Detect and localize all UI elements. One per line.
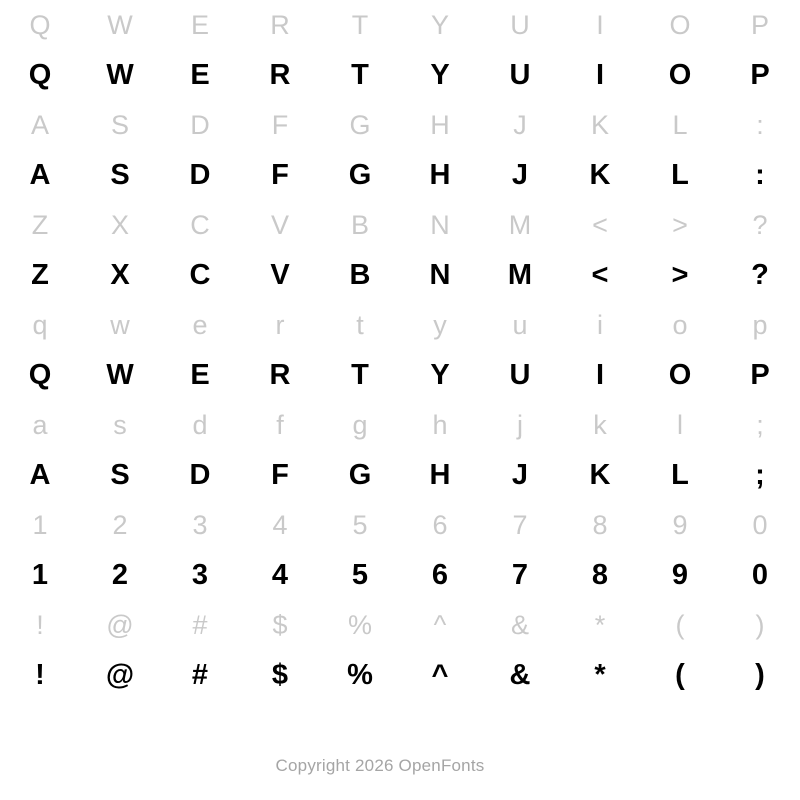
glyph-cell: D	[189, 458, 211, 491]
glyph-cell: 5	[351, 558, 369, 591]
glyph-cell: L	[671, 158, 689, 191]
glyph-cell: T	[351, 358, 369, 391]
glyph-cell: )	[755, 609, 765, 640]
glyph-cell: Y	[430, 58, 450, 91]
glyph-cell: 6	[432, 509, 448, 540]
glyph-cell: E	[190, 358, 210, 391]
glyph-cell: 7	[512, 509, 528, 540]
glyph-cell: y	[433, 309, 447, 340]
glyph-cell: $	[272, 609, 288, 640]
glyph-cell: g	[352, 409, 368, 440]
glyph-cell: R	[270, 9, 290, 40]
glyph-cell: F	[271, 109, 289, 140]
glyph-cell: )	[755, 658, 765, 691]
glyph-cell: N	[430, 209, 450, 240]
glyph-cell: U	[509, 358, 531, 391]
glyph-cell: @	[105, 658, 135, 691]
glyph-cell: O	[669, 9, 691, 40]
glyph-cell: F	[271, 458, 289, 491]
glyph-cell: I	[596, 9, 604, 40]
glyph-cell: B	[349, 258, 371, 291]
glyph-cell: P	[750, 358, 770, 391]
glyph-cell: H	[430, 109, 450, 140]
glyph-cell: 8	[592, 509, 608, 540]
glyph-cell: K	[589, 158, 611, 191]
glyph-cell: e	[192, 309, 208, 340]
glyph-cell: H	[429, 158, 451, 191]
glyph-cell: M	[507, 258, 533, 291]
glyph-cell: %	[347, 609, 372, 640]
glyph-cell: I	[595, 358, 605, 391]
glyph-cell: ;	[756, 409, 764, 440]
glyph-cell: !	[35, 658, 45, 691]
glyph-cell: 1	[32, 509, 48, 540]
glyph-cell: H	[429, 458, 451, 491]
glyph-cell: <	[591, 258, 609, 291]
glyph-cell: 6	[431, 558, 449, 591]
glyph-cell: f	[276, 409, 284, 440]
glyph-cell: R	[269, 358, 291, 391]
glyph-cell: @	[106, 609, 134, 640]
glyph-cell: !	[36, 609, 44, 640]
glyph-cell: W	[106, 58, 134, 91]
glyph-cell: 3	[191, 558, 209, 591]
glyph-cell: J	[513, 109, 527, 140]
glyph-cell: q	[32, 309, 48, 340]
glyph-cell: Q	[28, 58, 52, 91]
glyph-cell: j	[517, 409, 523, 440]
glyph-cell: (	[675, 658, 685, 691]
glyph-cell: &	[509, 658, 531, 691]
glyph-cell: h	[432, 409, 448, 440]
glyph-cell: t	[356, 309, 364, 340]
glyph-cell: (	[675, 609, 685, 640]
glyph-cell: 4	[272, 509, 288, 540]
glyph-cell: J	[511, 458, 529, 491]
glyph-cell: I	[595, 58, 605, 91]
glyph-cell: A	[30, 109, 49, 140]
glyph-cell: 8	[591, 558, 609, 591]
glyph-cell: ^	[433, 609, 447, 640]
glyph-cell: Y	[430, 9, 449, 40]
glyph-cell: Y	[430, 358, 450, 391]
glyph-cell: *	[594, 609, 606, 640]
glyph-cell: %	[347, 658, 373, 691]
glyph-cell: >	[672, 209, 688, 240]
glyph-cell: A	[29, 458, 51, 491]
glyph-cell: s	[113, 409, 127, 440]
glyph-cell: E	[190, 9, 209, 40]
glyph-cell: B	[350, 209, 369, 240]
glyph-cell: D	[189, 158, 211, 191]
glyph-cell: Q	[29, 9, 51, 40]
copyright-notice: Copyright 2026 OpenFonts	[275, 756, 485, 775]
glyph-cell: l	[677, 409, 683, 440]
glyph-cell: L	[671, 458, 689, 491]
glyph-cell: <	[592, 209, 608, 240]
glyph-cell: C	[189, 258, 211, 291]
glyph-cell: ?	[751, 258, 769, 291]
glyph-cell: 2	[112, 509, 128, 540]
glyph-cell: N	[429, 258, 451, 291]
glyph-cell: d	[192, 409, 208, 440]
glyph-cell: S	[110, 158, 130, 191]
glyph-cell: 4	[271, 558, 289, 591]
glyph-cell: ^	[431, 658, 449, 691]
glyph-cell: G	[349, 109, 371, 140]
glyph-cell: P	[750, 9, 769, 40]
glyph-cell: :	[755, 158, 765, 191]
glyph-cell: Z	[31, 209, 49, 240]
glyph-cell: i	[597, 309, 603, 340]
glyph-cell: C	[190, 209, 210, 240]
glyph-cell: S	[110, 109, 129, 140]
glyph-cell: #	[192, 609, 208, 640]
glyph-cell: r	[275, 309, 285, 340]
glyph-cell: G	[348, 458, 372, 491]
glyph-cell: P	[750, 58, 770, 91]
glyph-cell: u	[512, 309, 528, 340]
glyph-cell: J	[511, 158, 529, 191]
glyph-cell: G	[348, 158, 372, 191]
glyph-cell: #	[191, 658, 209, 691]
glyph-cell: >	[671, 258, 689, 291]
glyph-cell: D	[190, 109, 210, 140]
glyph-cell: K	[590, 109, 609, 140]
glyph-cell: p	[752, 309, 768, 340]
glyph-cell: V	[270, 209, 289, 240]
glyph-cell: S	[110, 458, 130, 491]
glyph-cell: T	[351, 9, 369, 40]
glyph-cell: U	[510, 9, 530, 40]
glyph-cell: L	[672, 109, 688, 140]
glyph-cell: 9	[672, 509, 688, 540]
glyph-cell: ?	[752, 209, 768, 240]
glyph-cell: X	[110, 258, 130, 291]
glyph-cell: 3	[192, 509, 208, 540]
glyph-cell: O	[668, 58, 692, 91]
glyph-cell: w	[110, 309, 130, 340]
glyph-cell: T	[351, 58, 369, 91]
glyph-cell: Z	[31, 258, 49, 291]
glyph-cell: a	[32, 409, 48, 440]
glyph-cell: o	[672, 309, 688, 340]
glyph-cell: 2	[111, 558, 129, 591]
glyph-cell: X	[110, 209, 129, 240]
glyph-cell: 7	[511, 558, 529, 591]
glyph-cell: V	[270, 258, 290, 291]
glyph-cell: 9	[671, 558, 689, 591]
glyph-cell: W	[107, 9, 133, 40]
glyph-cell: K	[589, 458, 611, 491]
glyph-cell: 5	[352, 509, 368, 540]
glyph-cell: $	[271, 658, 289, 691]
glyph-cell: 0	[752, 509, 768, 540]
glyph-cell: 1	[31, 558, 49, 591]
glyph-cell: W	[106, 358, 134, 391]
glyph-cell: M	[508, 209, 532, 240]
glyph-cell: O	[668, 358, 692, 391]
glyph-cell: A	[29, 158, 51, 191]
glyph-cell: E	[190, 58, 210, 91]
glyph-cell: F	[271, 158, 289, 191]
glyph-cell: ;	[755, 458, 765, 491]
glyph-cell: R	[269, 58, 291, 91]
glyph-cell: k	[593, 409, 607, 440]
glyph-cell: :	[756, 109, 764, 140]
glyph-cell: Q	[28, 358, 52, 391]
glyph-cell: *	[594, 658, 606, 691]
glyph-cell: 0	[751, 558, 769, 591]
glyph-cell: U	[509, 58, 531, 91]
glyph-cell: &	[510, 609, 529, 640]
